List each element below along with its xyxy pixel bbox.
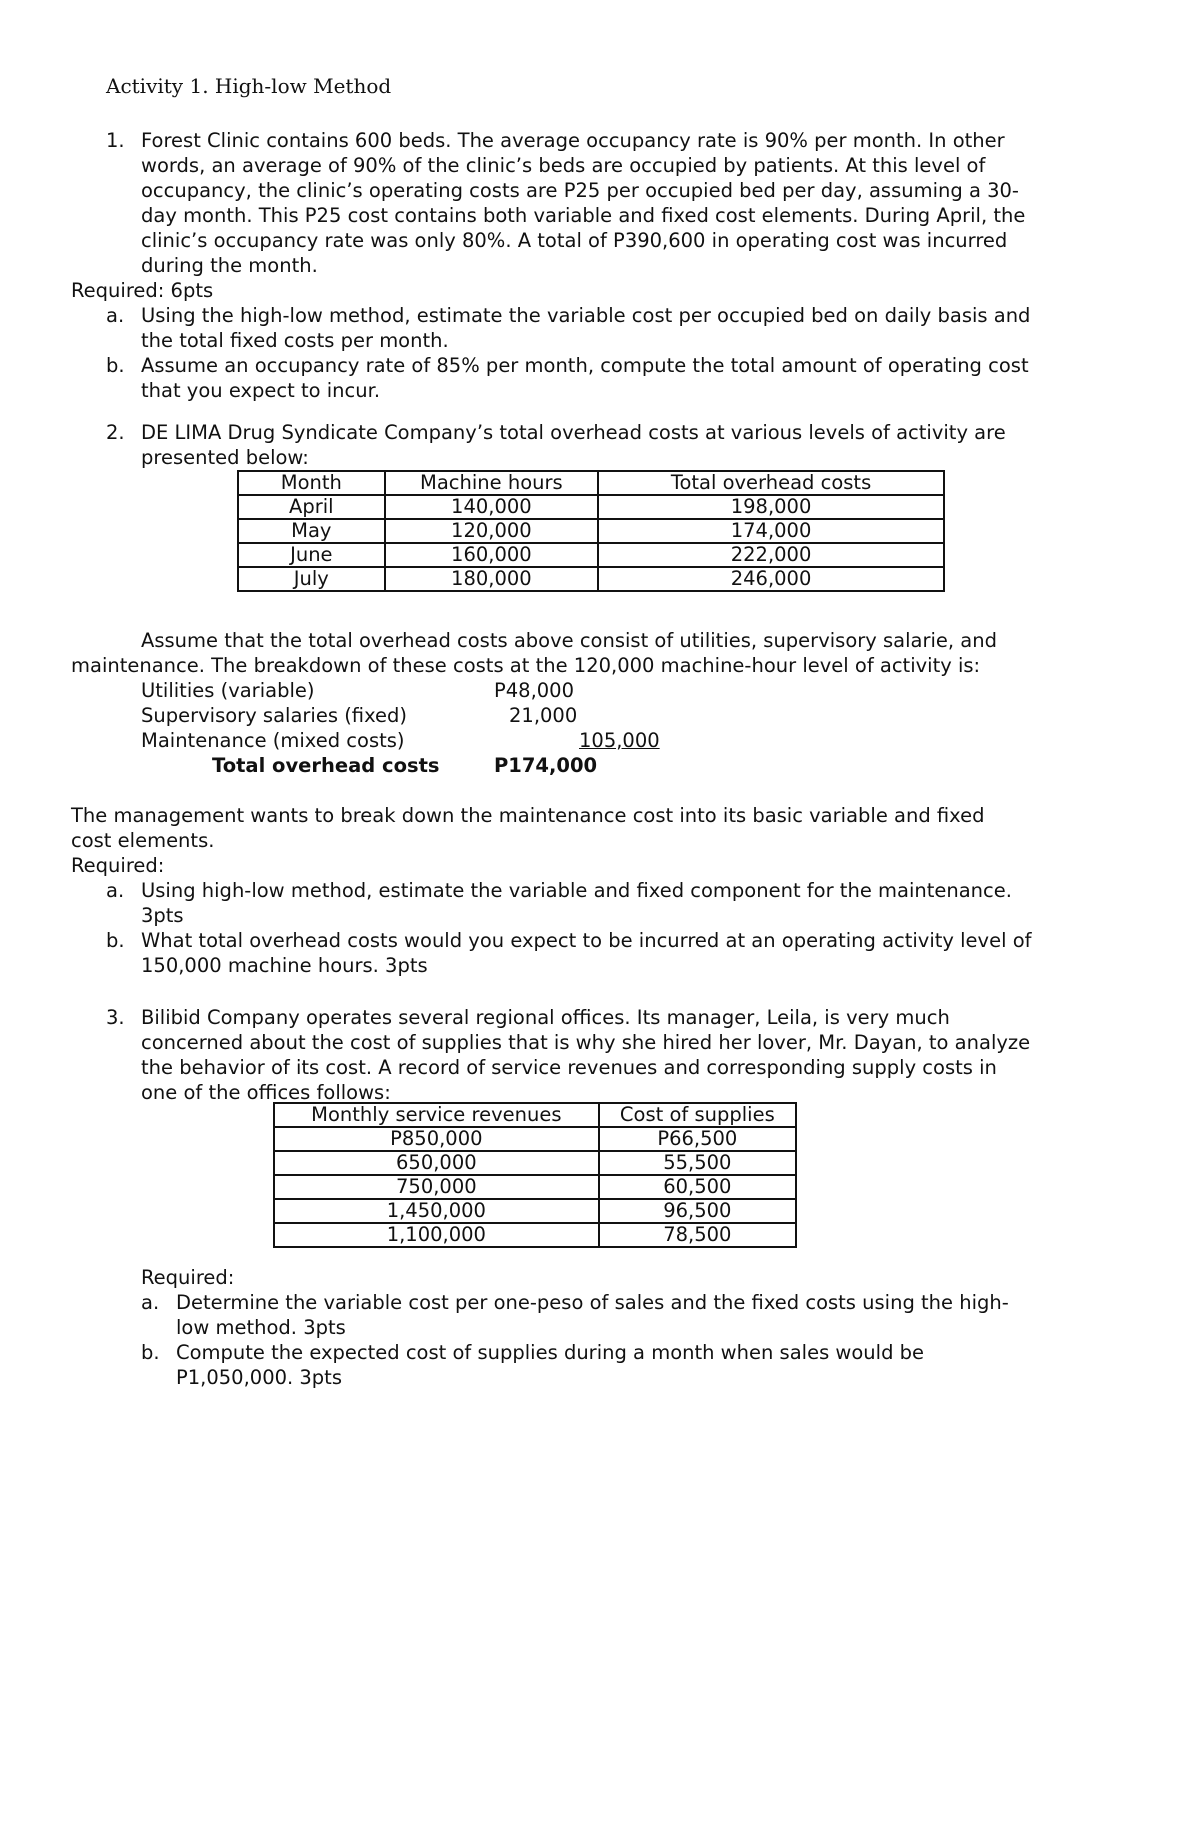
problem-1-line: occupancy, the clinic’s operating costs are P25 per occupied bed per day, assuming a 30-	[141, 179, 1019, 202]
table-cell: July	[238, 567, 385, 591]
table-cell: 140,000	[385, 495, 598, 519]
management-line: The management wants to break down the maintenance cost into its basic variable and fixed	[71, 804, 985, 827]
table-row	[274, 1175, 796, 1199]
problem-3-item-a-label: a.	[141, 1291, 160, 1314]
table-cell: 96,500	[599, 1199, 796, 1223]
item-line: low method. 3pts	[176, 1316, 346, 1339]
table-row	[274, 1199, 796, 1223]
problem-3-text	[141, 1005, 1030, 1105]
problem-3-line: concerned about the cost of supplies that is why she hired her lover, Mr. Dayan, to analyze	[141, 1031, 1031, 1054]
problem-1-line: day month. This P25 cost contains both variable and fixed cost elements. During April, the	[141, 204, 1026, 227]
table-cell: May	[238, 519, 385, 543]
problem-2-item-a-label: a.	[106, 879, 125, 902]
problem-3-item-b-label: b.	[141, 1341, 160, 1364]
problem-3-item-a	[176, 1290, 1009, 1340]
table-header-row	[274, 1103, 796, 1127]
item-line: Using the high-low method, estimate the variable cost per occupied bed on daily basis and	[141, 304, 1031, 327]
problem-1-line: words, an average of 90% of the clinic’s beds are occupied by patients. At this level of	[141, 154, 986, 177]
supplies-table	[273, 1102, 797, 1248]
problem-1-line: Forest Clinic contains 600 beds. The average occupancy rate is 90% per month. In other	[141, 129, 1005, 152]
table-row	[238, 519, 944, 543]
item-line: Compute the expected cost of supplies during a month when sales would be	[176, 1341, 925, 1364]
table-cell: 1,100,000	[274, 1223, 599, 1247]
overhead-table	[237, 470, 945, 592]
problem-3-line: one of the offices follows:	[141, 1081, 391, 1104]
problem-1-line: clinic’s occupancy rate was only 80%. A total of P390,600 in operating cost was incurred	[141, 229, 1008, 252]
management-line: cost elements.	[71, 829, 215, 852]
table-row	[274, 1127, 796, 1151]
problem-2-line: presented below:	[141, 446, 309, 469]
table-cell: 174,000	[598, 519, 944, 543]
problem-3-required: Required:	[141, 1266, 235, 1289]
table-cell: 160,000	[385, 543, 598, 567]
breakdown-label: Supervisory salaries (fixed)	[141, 704, 408, 727]
table-cell: 55,500	[599, 1151, 796, 1175]
item-line: Assume an occupancy rate of 85% per month, compute the total amount of operating cost	[141, 354, 1029, 377]
problem-2-required: Required:	[71, 854, 165, 877]
problem-2-line: DE LIMA Drug Syndicate Company’s total overhead costs at various levels of activity are	[141, 421, 1006, 444]
page-title: Activity 1. High-low Method	[106, 74, 392, 98]
problem-1-text	[141, 128, 1025, 278]
item-line: P1,050,000. 3pts	[176, 1366, 342, 1389]
table-header-cell: Machine hours	[385, 471, 598, 495]
item-line: What total overhead costs would you expect to be incurred at an operating activity level of	[141, 929, 1032, 952]
breakdown-value: 21,000	[509, 704, 578, 727]
item-line: the total fixed costs per month.	[141, 329, 449, 352]
problem-3-number: 3.	[106, 1006, 125, 1029]
table-cell: June	[238, 543, 385, 567]
item-line: Determine the variable cost per one-peso of sales and the fixed costs using the high-	[176, 1291, 1009, 1314]
table-row	[238, 495, 944, 519]
assume-line: maintenance. The breakdown of these costs at the 120,000 machine-hour level of activity is:	[71, 654, 981, 677]
table-cell: 246,000	[598, 567, 944, 591]
problem-1-line: during the month.	[141, 254, 318, 277]
item-line: 3pts	[141, 904, 184, 927]
table-cell: 60,500	[599, 1175, 796, 1199]
table-header-cell: Total overhead costs	[598, 471, 944, 495]
table-row	[274, 1151, 796, 1175]
breakdown-label: Utilities (variable)	[141, 679, 315, 702]
problem-1-item-a	[141, 303, 1030, 353]
problem-1-required: Required: 6pts	[71, 279, 214, 302]
table-cell: P850,000	[274, 1127, 599, 1151]
table-cell: April	[238, 495, 385, 519]
table-header-cell: Month	[238, 471, 385, 495]
problem-1-number: 1.	[106, 129, 125, 152]
table-header-row	[238, 471, 944, 495]
problem-3-item-b	[176, 1340, 924, 1390]
breakdown-value: P48,000	[494, 679, 574, 702]
table-row	[238, 567, 944, 591]
table-cell: 750,000	[274, 1175, 599, 1199]
table-cell: 222,000	[598, 543, 944, 567]
table-header-cell: Monthly service revenues	[274, 1103, 599, 1127]
total-overhead-label: Total overhead costs	[212, 754, 440, 777]
table-row	[274, 1223, 796, 1247]
table-row	[238, 543, 944, 567]
breakdown-label: Maintenance (mixed costs)	[141, 729, 405, 752]
problem-2-item-b-label: b.	[106, 929, 125, 952]
table-cell: 120,000	[385, 519, 598, 543]
problem-3-line: the behavior of its cost. A record of service revenues and corresponding supply costs in	[141, 1056, 997, 1079]
table-cell: 78,500	[599, 1223, 796, 1247]
problem-3-line: Bilibid Company operates several regional offices. Its manager, Leila, is very much	[141, 1006, 950, 1029]
table-cell: 650,000	[274, 1151, 599, 1175]
problem-2-item-a	[141, 878, 1012, 928]
table-cell: 198,000	[598, 495, 944, 519]
problem-2-number: 2.	[106, 421, 125, 444]
problem-1-item-b	[141, 353, 1029, 403]
item-line: that you expect to incur.	[141, 379, 381, 402]
problem-2-item-b	[141, 928, 1032, 978]
table-cell: 1,450,000	[274, 1199, 599, 1223]
total-overhead-value: P174,000	[494, 754, 598, 777]
item-line: 150,000 machine hours. 3pts	[141, 954, 428, 977]
table-cell: P66,500	[599, 1127, 796, 1151]
breakdown-value: 105,000	[579, 729, 660, 752]
problem-1-item-a-label: a.	[106, 304, 125, 327]
problem-1-item-b-label: b.	[106, 354, 125, 377]
item-line: Using high-low method, estimate the variable and fixed component for the maintenance.	[141, 879, 1012, 902]
table-cell: 180,000	[385, 567, 598, 591]
table-header-cell: Cost of supplies	[599, 1103, 796, 1127]
problem-2-text	[141, 420, 1006, 470]
assume-line: Assume that the total overhead costs above consist of utilities, supervisory salarie, and	[141, 629, 997, 652]
